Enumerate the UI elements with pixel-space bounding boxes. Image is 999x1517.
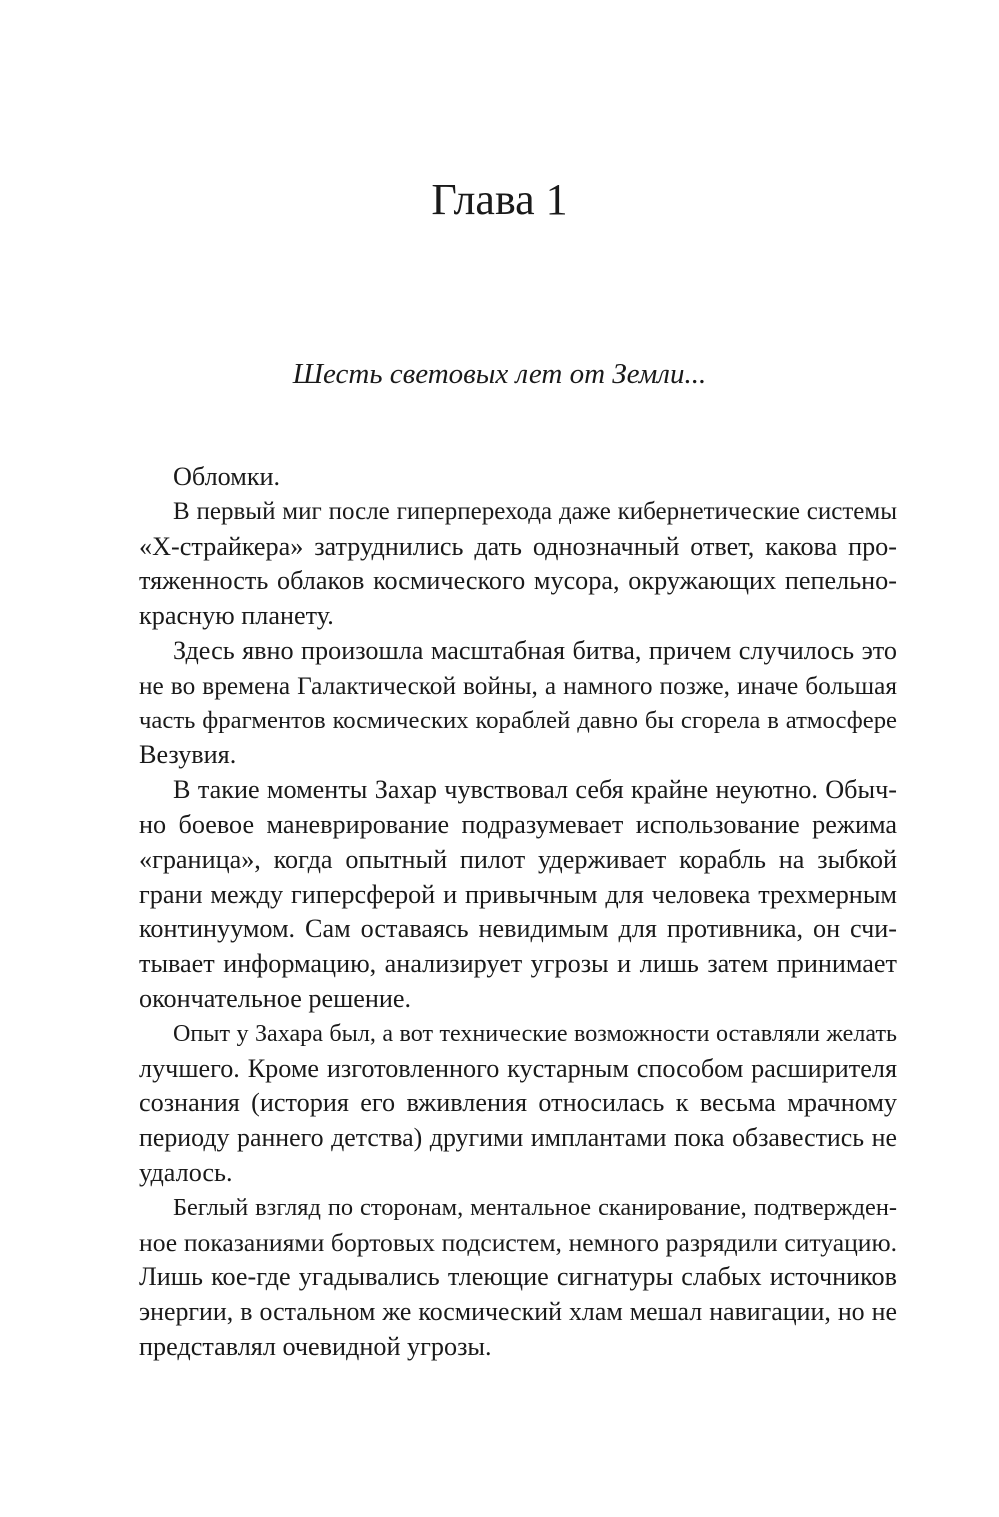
text-line: Здесь явно произошла масштабная битва, причем случилось это xyxy=(173,635,897,665)
text-line: красную планету. xyxy=(139,601,334,631)
body-text xyxy=(139,460,897,1365)
text-line: Беглый взгляд по сторонам, ментальное сканирование, подтвержден- xyxy=(173,1193,897,1221)
paragraph xyxy=(139,1017,897,1191)
text-line: грани между гиперсферой и привычным для человека трехмерным xyxy=(139,879,897,909)
text-line: тывает информацию, анализирует угрозы и лишь затем принимает xyxy=(139,949,897,979)
paragraph xyxy=(139,634,897,773)
text-line: часть фрагментов космических кораблей давно бы сгорела в атмосфере xyxy=(139,706,897,734)
text-line: Опыт у Захара был, а вот технические возможности оставляли желать xyxy=(173,1020,897,1047)
text-line: сознания (история его вживления относилась к весьма мрачному xyxy=(139,1088,897,1118)
chapter-epigraph: Шесть световых лет от Земли... xyxy=(292,358,707,390)
text-line: но боевое маневрирование подразумевает использование режима xyxy=(139,809,897,839)
text-line: тяженность облаков космического мусора, окружающих пепельно- xyxy=(139,566,897,596)
text-line: Лишь кое-где угадывались тлеющие сигнатуры слабых источников xyxy=(139,1262,897,1292)
text-line: периоду раннего детства) другими имплантами пока обзавестись не xyxy=(139,1123,897,1153)
text-line: окончательное решение. xyxy=(139,983,412,1013)
paragraph xyxy=(139,460,897,495)
text-line: «граница», когда опытный пилот удерживает корабль на зыбкой xyxy=(139,844,897,874)
text-line: ное показаниями бортовых подсистем, немного разрядили ситуацию. xyxy=(139,1227,897,1257)
text-line: В первый миг после гиперперехода даже кибернетические системы xyxy=(173,497,897,525)
paragraph xyxy=(139,773,897,1017)
paragraph xyxy=(139,495,897,634)
text-line: В такие моменты Захар чувствовал себя крайне неуютно. Обыч- xyxy=(173,775,897,805)
text-line: энергии, в остальном же космический хлам мешал навигации, но не xyxy=(139,1297,897,1327)
text-line: удалось. xyxy=(139,1157,233,1187)
text-line: Обломки. xyxy=(173,462,281,491)
chapter-title: Глава 1 xyxy=(431,175,568,224)
text-line: «Х-страйкера» затруднились дать однозначный ответ, какова про- xyxy=(139,531,897,561)
text-line: Везувия. xyxy=(139,740,237,770)
paragraph xyxy=(139,1191,897,1365)
text-line: континуумом. Сам оставаясь невидимым для противника, он счи- xyxy=(139,914,897,944)
text-line: лучшего. Кроме изготовленного кустарным способом расширителя xyxy=(139,1053,897,1083)
text-line: представлял очевидной угрозы. xyxy=(139,1331,492,1361)
text-line: не во времена Галактической войны, а намного позже, иначе большая xyxy=(139,671,897,700)
